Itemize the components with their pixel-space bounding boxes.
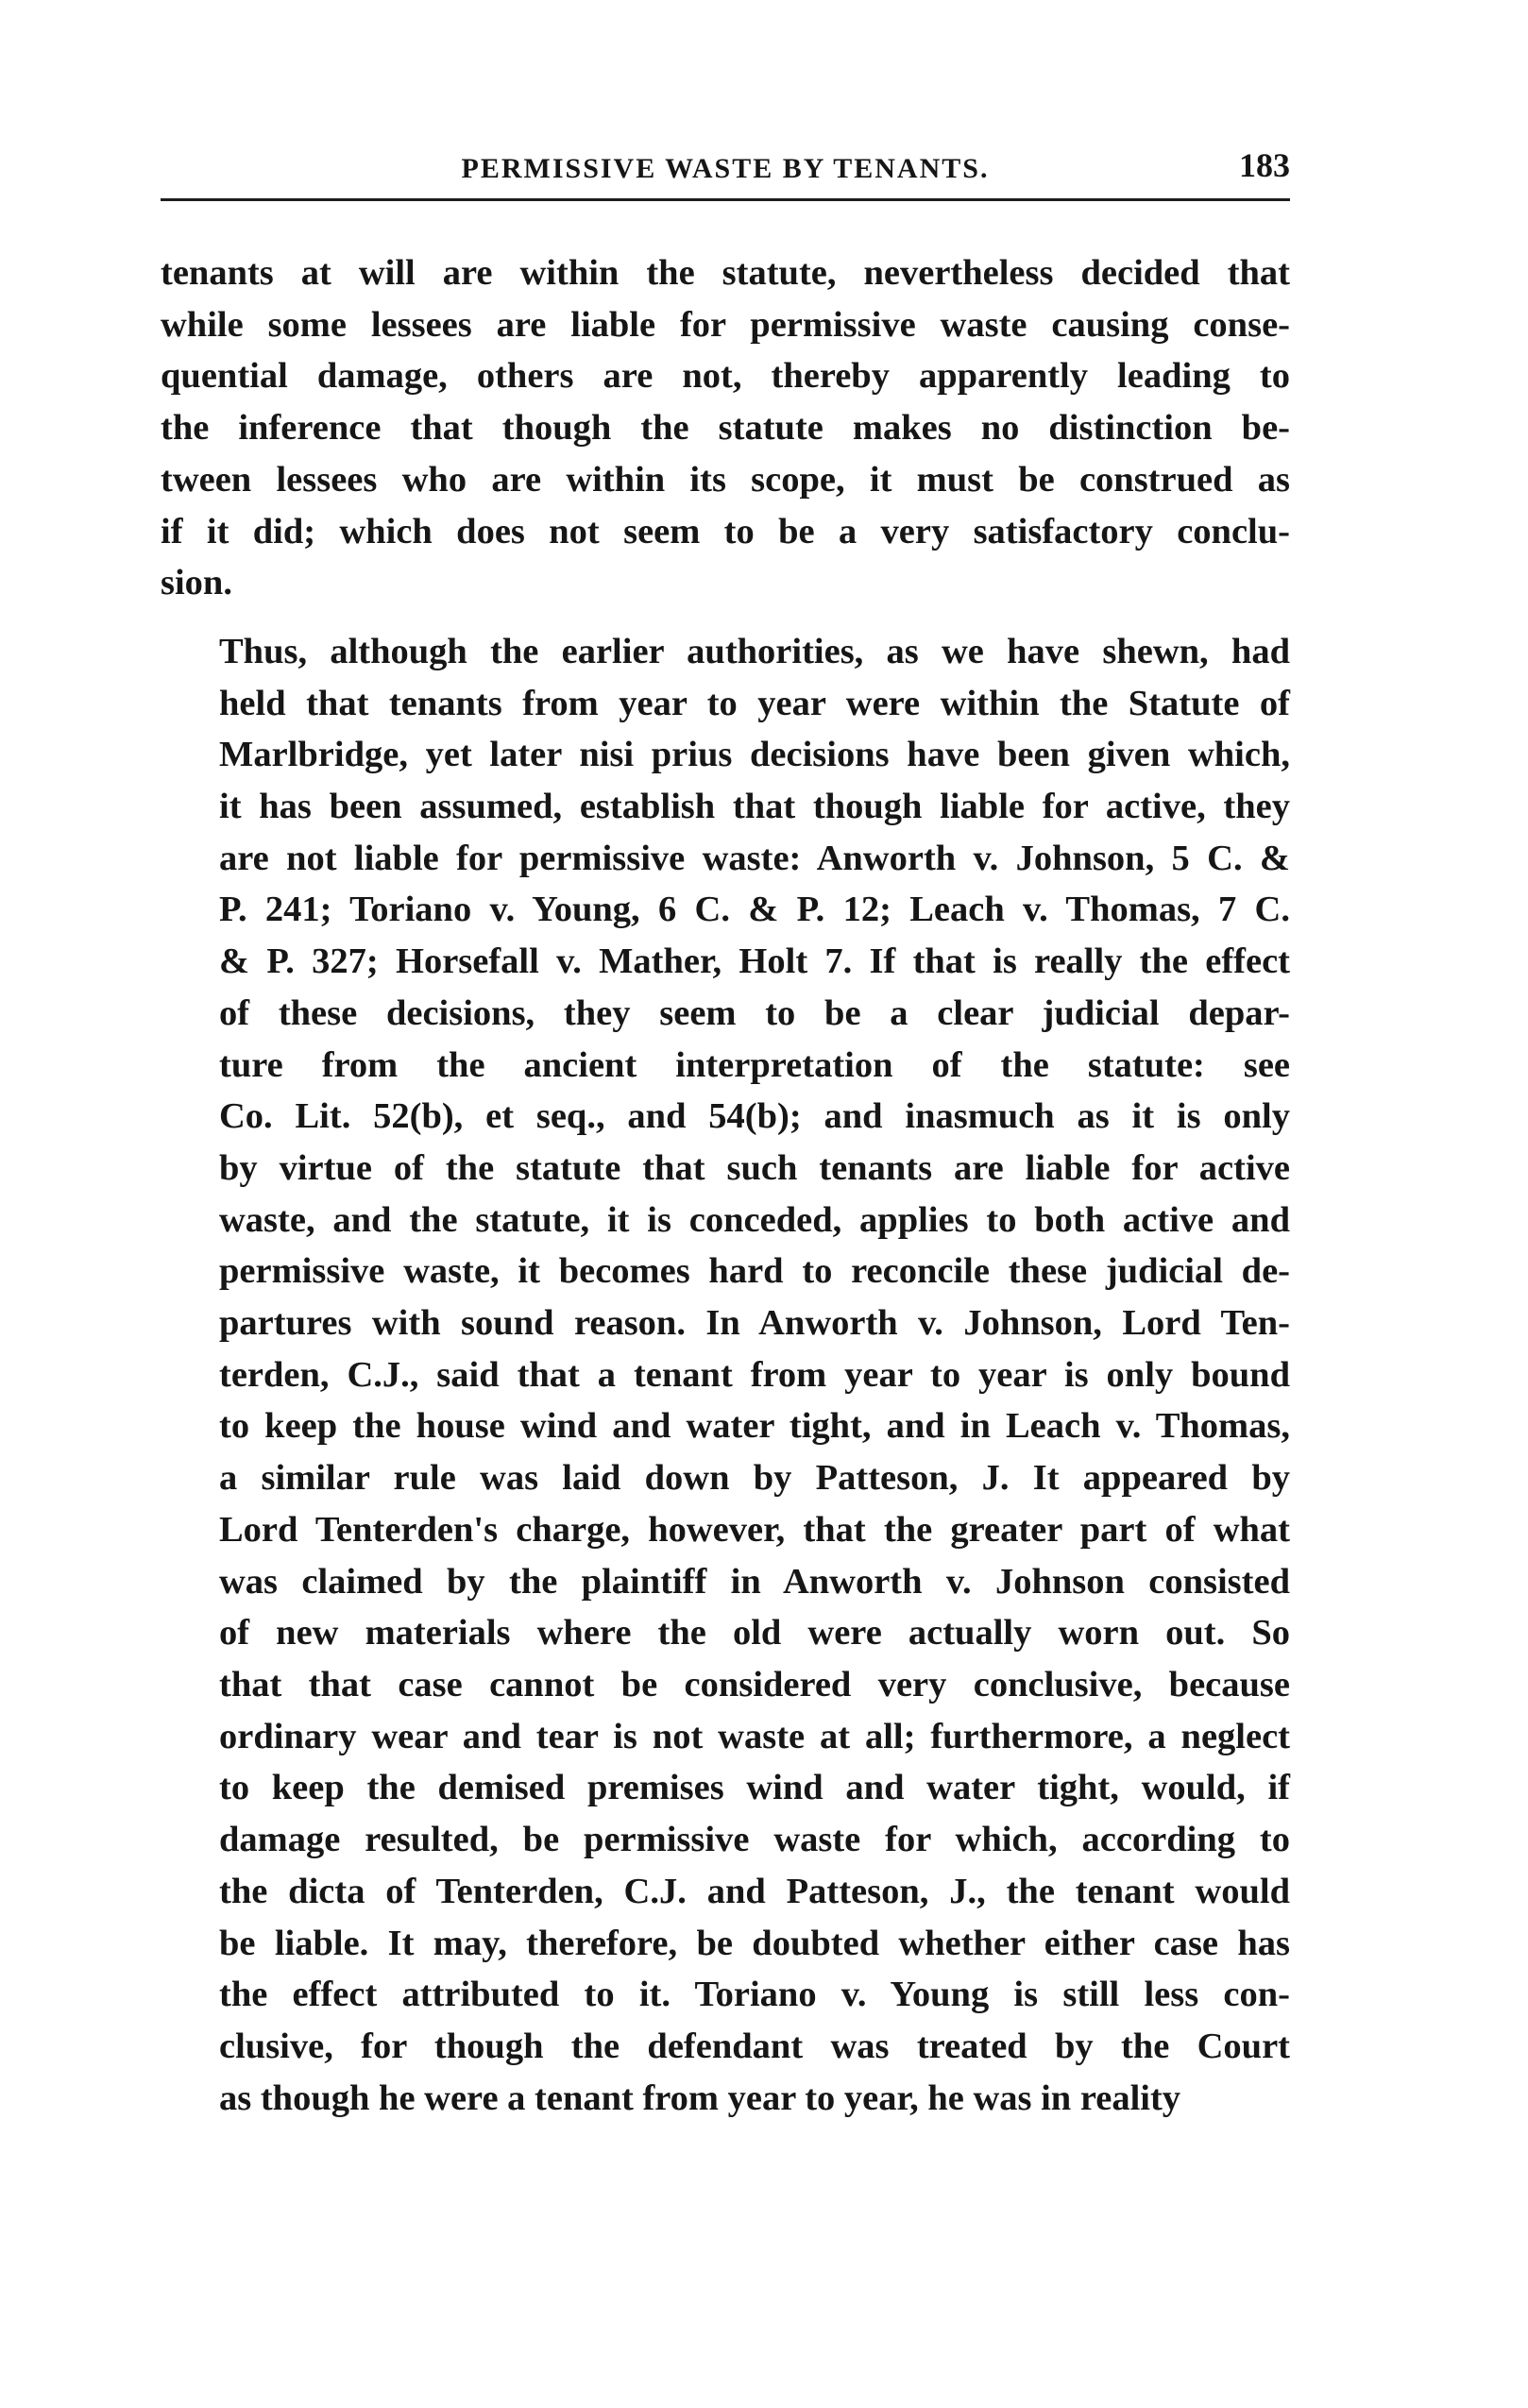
running-title: PERMISSIVE WASTE BY TENANTS. (461, 153, 990, 184)
text-line: as though he were a tenant from year to year, he was in reality (219, 2077, 1181, 2118)
text-line: Co. Lit. 52(b), et seq., and 54(b); and inasmuch as it is only (219, 1096, 1290, 1137)
text-line: terden, C.J., said that a tenant from year to year is only bound (219, 1354, 1290, 1395)
text-line: by virtue of the statute that such tenants are liable for active (219, 1147, 1290, 1188)
text-line: be liable. It may, therefore, be doubted whether either case has (219, 1923, 1290, 1963)
text-line: a similar rule was laid down by Patteson, J. It appeared by (219, 1458, 1290, 1499)
text-line: Lord Tenterden's charge, however, that the greater part of what (219, 1509, 1290, 1550)
text-line: quential damage, others are not, thereby apparently leading to (161, 356, 1290, 397)
text-line: the effect attributed to it. Toriano v. Young is still less con- (219, 1975, 1290, 2015)
text-line: held that tenants from year to year were within the Statute of (219, 683, 1290, 723)
text-line: Marlbridge, yet later nisi prius decisions have been given which, (219, 735, 1290, 775)
text-line: tween lessees who are within its scope, it must be construed as (161, 459, 1290, 500)
text-line: if it did; which does not seem to be a very satisfactory conclu- (161, 511, 1290, 551)
text-line: the dicta of Tenterden, C.J. and Patteson, J., the tenant would (219, 1871, 1290, 1911)
text-line: ture from the ancient interpretation of the statute: see (219, 1044, 1290, 1085)
text-line: permissive waste, it becomes hard to reconcile these judicial de- (219, 1251, 1290, 1292)
text-line: of these decisions, they seem to be a clear judicial depar- (219, 992, 1290, 1033)
text-line: that that case cannot be considered very conclusive, because (219, 1664, 1290, 1704)
text-line: tenants at will are within the statute, nevertheless decided that (161, 253, 1290, 293)
text-line: to keep the demised premises wind and water tight, would, if (219, 1768, 1290, 1808)
text-line: P. 241; Toriano v. Young, 6 C. & P. 12; Leach v. Thomas, 7 C. (219, 890, 1290, 930)
text-line: was claimed by the plaintiff in Anworth v. Johnson consisted (219, 1561, 1290, 1602)
text-line: of new materials where the old were actually worn out. So (219, 1613, 1290, 1653)
text-line: partures with sound reason. In Anworth v. Johnson, Lord Ten- (219, 1303, 1290, 1344)
body-text (161, 247, 1290, 2124)
text-line: Thus, although the earlier authorities, as we have shewn, had (219, 631, 1290, 671)
text-line: it has been assumed, establish that though liable for active, they (219, 787, 1290, 827)
text-line: the inference that though the statute makes no distinction be- (161, 408, 1290, 449)
text-line: sion. (161, 563, 232, 603)
paragraph (161, 626, 1290, 2124)
running-head (161, 142, 1290, 198)
text-line: waste, and the statute, it is conceded, applies to both active and (219, 1199, 1290, 1240)
text-line: & P. 327; Horsefall v. Mather, Holt 7. If that is really the effect (219, 941, 1290, 982)
text-line: damage resulted, be permissive waste for which, according to (219, 1820, 1290, 1860)
text-line: to keep the house wind and water tight, and in Leach v. Thomas, (219, 1406, 1290, 1447)
paragraph (161, 247, 1290, 609)
text-line: clusive, for though the defendant was treated by the Court (219, 2026, 1290, 2066)
header-rule (161, 198, 1290, 201)
text-line: ordinary wear and tear is not waste at all; furthermore, a neglect (219, 1716, 1290, 1756)
text-line: are not liable for permissive waste: Anworth v. Johnson, 5 C. & (219, 838, 1290, 878)
page-number: 183 (1239, 146, 1290, 184)
text-line: while some lessees are liable for permissive waste causing conse- (161, 304, 1290, 345)
